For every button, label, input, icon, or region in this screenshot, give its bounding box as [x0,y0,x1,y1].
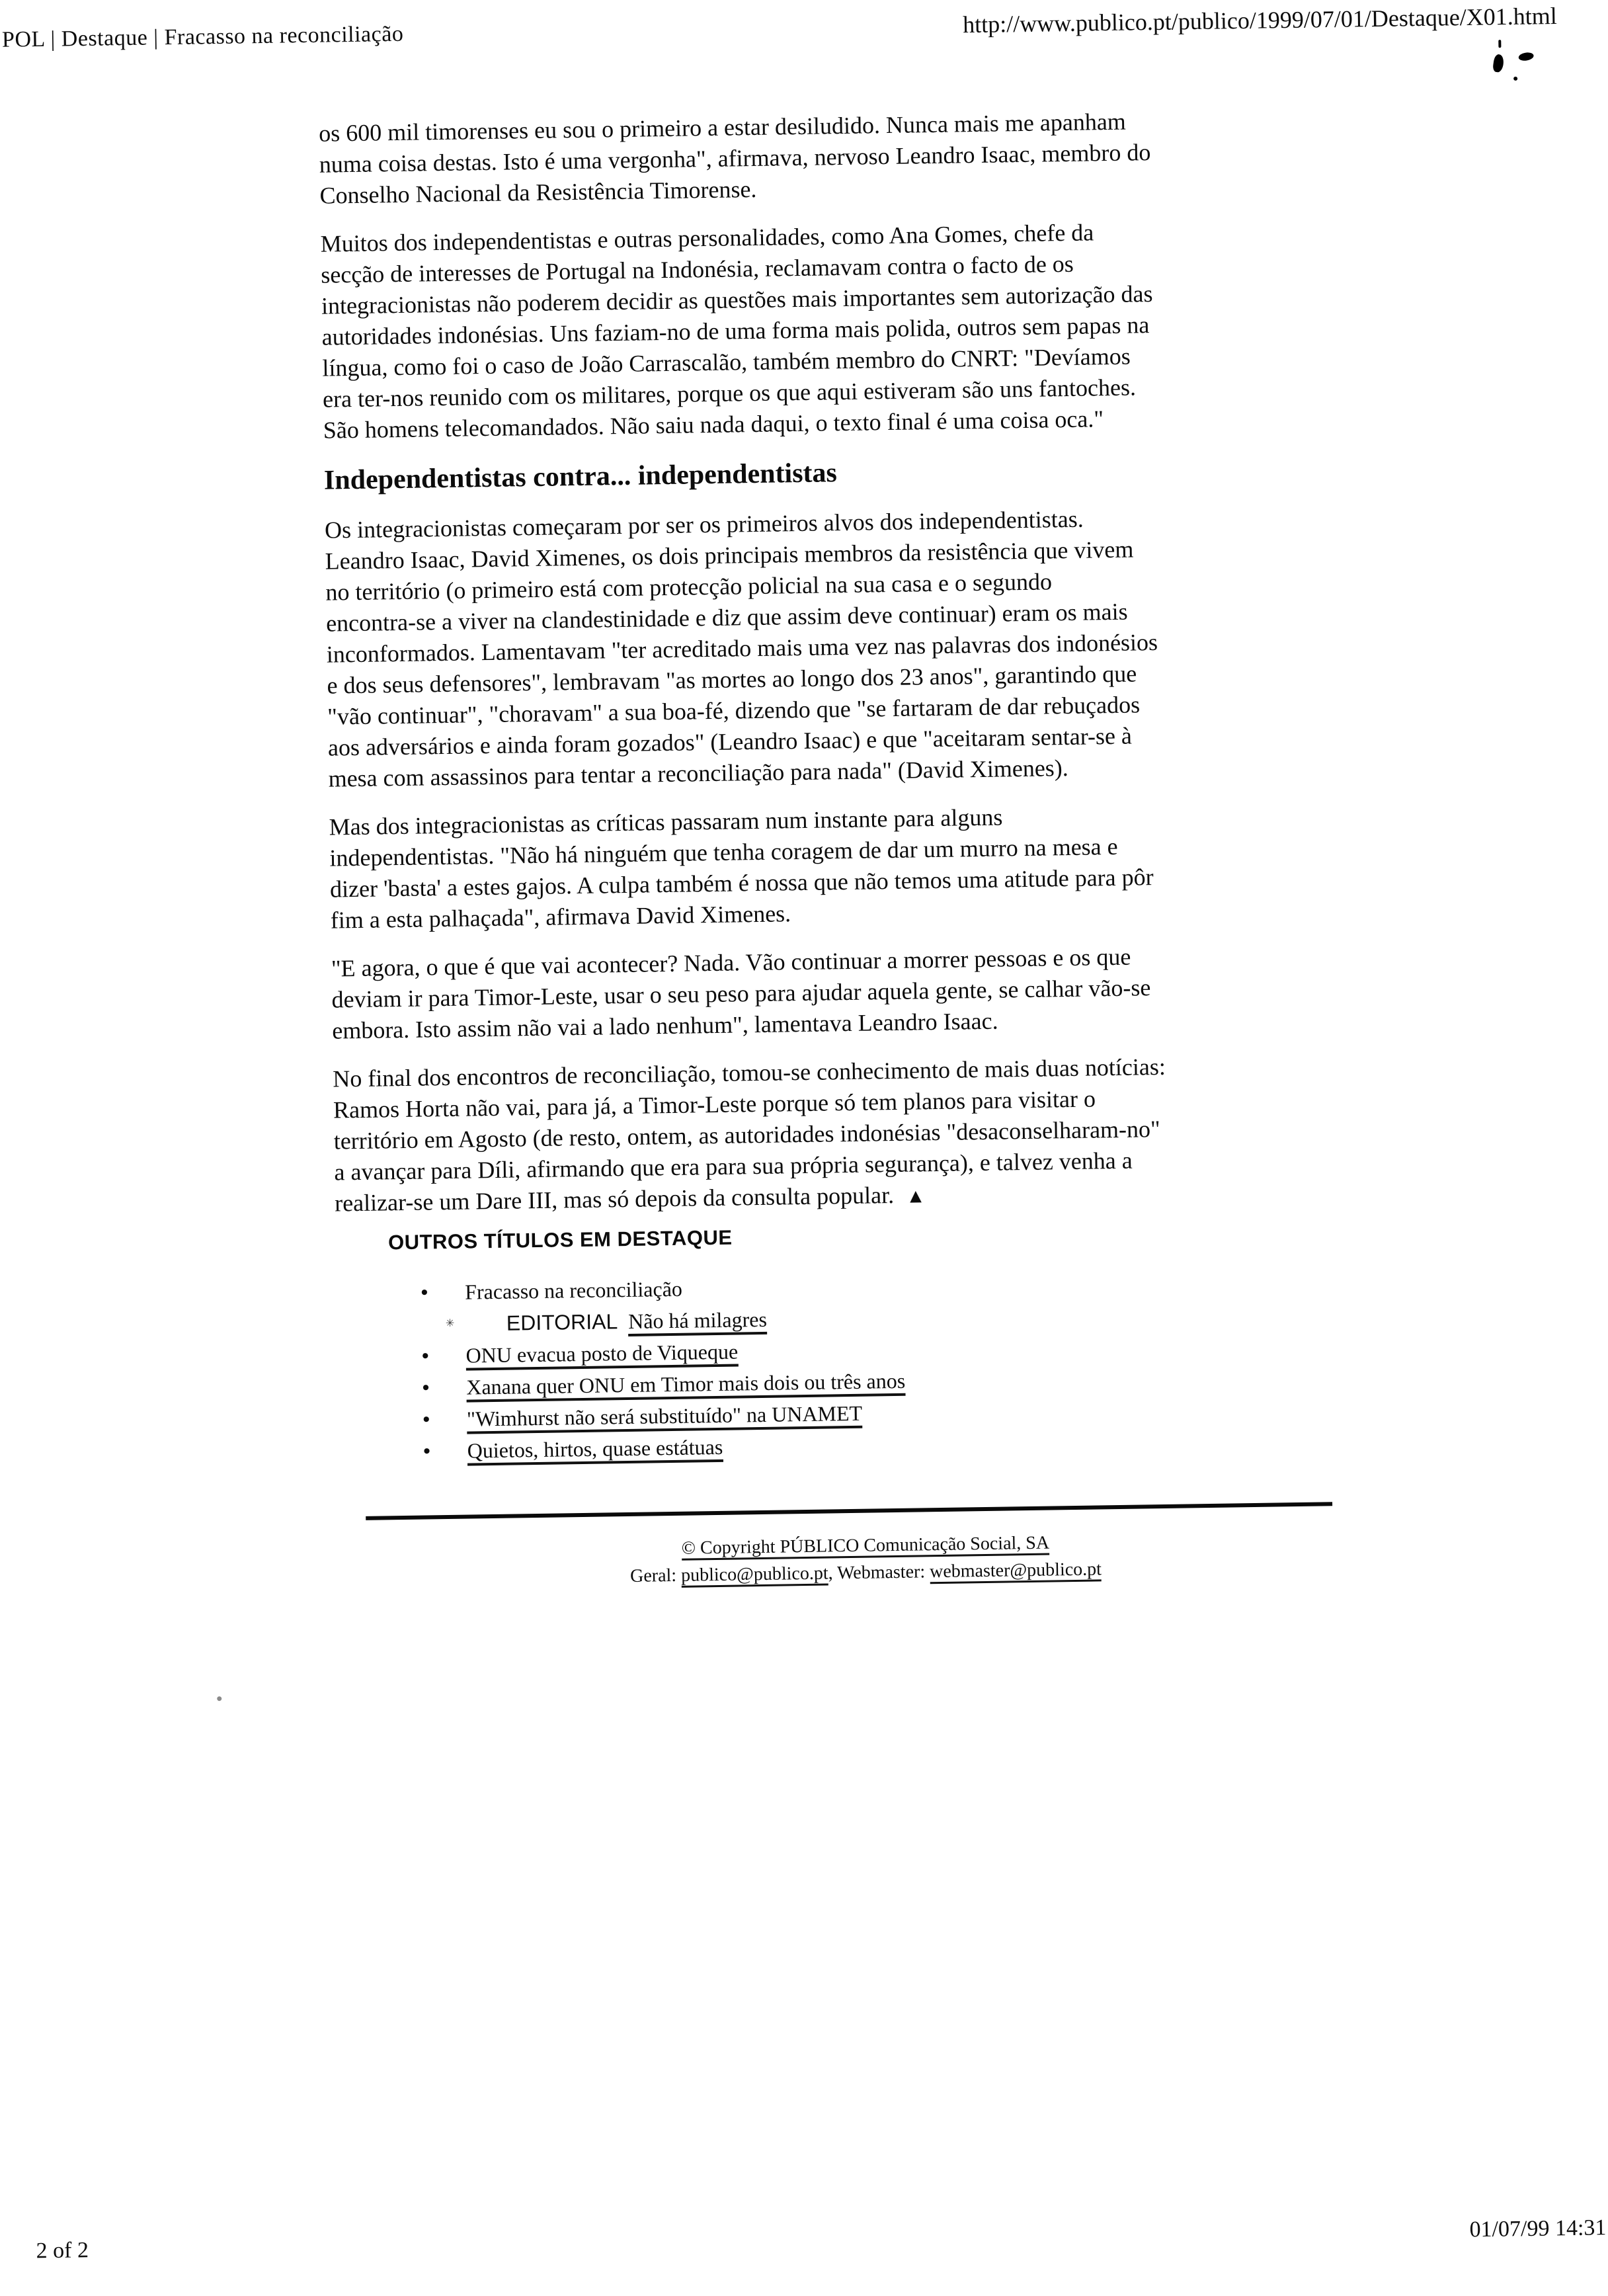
scan-speck [1498,40,1501,48]
sub-bullet-icon: ✳ [445,1317,455,1330]
copyright-link[interactable]: © Copyright PÚBLICO Comunicação Social, SA [682,1533,1050,1561]
page-number: 2 of 2 [36,2238,89,2264]
breadcrumb: POL | Destaque | Fracasso na reconciliação [1,21,404,52]
article-body [319,103,1367,1238]
other-titles-heading: OUTROS TÍTULOS EM DESTAQUE [387,1225,733,1254]
end-of-article-icon: ▲ [905,1185,926,1208]
editorial-label: EDITORIAL [506,1309,618,1335]
section-heading: Independentistas contra... independentistas [323,458,838,496]
scan-speck [1518,52,1535,62]
paragraph-continuation: os 600 mil timorenses eu sou o primeiro a estar desiludido. Nunca mais me apanham numa coisa destas. Isto é uma vergonha", afirmava, nervoso Leandro Isaac, membro do Conselho Nacional da Resistência Timorense. [318,108,1151,209]
paragraph: Mas dos integracionistas as críticas passaram num instante para alguns independentistas. "Não há ninguém que tenha coragem de dar um murro na mesa e dizer 'basta' a estes gajos. A culpa também é nossa que não temos uma atitude para pôr fim a esta palhaçada", afirmava David Ximenes. [329,803,1154,934]
contact-label: , Webmaster: [828,1561,930,1584]
print-header [2,2,1557,53]
link-quietos-hirtos[interactable]: Quietos, hirtos, quase estátuas [467,1435,723,1466]
link-xanana-onu-timor[interactable]: Xanana quer ONU em Timor mais dois ou três anos [466,1369,905,1403]
paragraph: Os integracionistas começaram por ser os primeiros alvos dos independentistas. Leandro Isaac, David Ximenes, os dois principais membros da resistência que vivem no território (o primeiro está com protecção policial na sua casa e o segundo encontra-se a viver na clandestinidade e diz que assim deve continuar) eram os mais inconformados. Lamentavam "ter acreditado mais uma vez nas palavras dos indonésios e dos seus defensores", lembravam "as mortes ao longo dos 23 anos", garantindo que "vão continuar", "choravam" a sua boa-fé, dizendo que "se fartaram de dar rebuçados aos adversários e ainda foram gozados" (Leandro Isaac) e que "aceitaram sentar-se à mesa com assassinos para tentar a reconciliação para nada" (David Ximenes). [324,505,1158,792]
paragraph: "E agora, o que é que vai acontecer? Nada. Vão continuar a morrer pessoas e os que deviam ir para Timor-Leste, usar o seu peso para ajudar aquela gente, se calhar vão-se embora. Isto assim não vai a lado nenhum", lamentava Leandro Isaac. [331,943,1151,1044]
other-titles-section [388,1216,1383,1469]
link-wimhurst-unamet[interactable]: "Wimhurst não será substituído" na UNAMET [467,1401,863,1434]
bullet-icon: ● [422,1444,431,1458]
scan-speck [217,1696,221,1701]
bullet-icon: ● [421,1348,430,1363]
link-editorial-nao-ha-milagres[interactable]: Não há milagres [628,1307,767,1336]
scan-speck [1513,77,1517,81]
link-onu-evacua-viqueque[interactable]: ONU evacua posto de Viqueque [465,1340,738,1371]
bullet-icon: ● [421,1285,428,1299]
site-footer [204,1522,1527,1596]
paragraph-final [333,1048,1366,1220]
bullet-icon: ● [422,1412,430,1426]
current-article-title: Fracasso na reconciliação [464,1276,683,1304]
paragraph: Muitos dos independentistas e outras personalidades, como Ana Gomes, chefe da secção de interesses de Portugal na Indonésia, reclamavam contra o facto de os integracionistas não poderem decidir as questões mais importantes sem autorização das autoridades indonésias. Uns faziam-no de uma forma mais polida, outros sem papas na língua, como foi o caso de João Carrascalão, também membro do CNRT: "Devíamos era ter-nos reunido com os militares, porque os que aqui estiveram são uns fantoches. São homens telecomandados. Não saiu nada daqui, o texto final é uma coisa oca." [320,219,1153,444]
page-url: http://www.publico.pt/publico/1999/07/01/Destaque/X01.html [962,2,1558,38]
footer-divider [366,1502,1332,1520]
scan-speck [1492,54,1505,73]
contact-label: Geral: [629,1565,682,1586]
print-footer [36,2215,1606,2264]
email-general-link[interactable]: publico@publico.pt [681,1563,828,1588]
print-datetime: 01/07/99 14:31 [1469,2215,1607,2242]
bullet-icon: ● [422,1380,430,1395]
email-webmaster-link[interactable]: webmaster@publico.pt [930,1559,1102,1584]
paragraph-text: No final dos encontros de reconciliação, tomou-se conhecimento de mais duas notícias: Ramos Horta não vai, para já, a Timor-Leste porque só tem planos para visitar o território em Agosto (de resto, ontem, as autoridades indonésias "desaconselharam-no" a avançar para Díli, afirmando que era para sua própria segurança), e talvez venha a realizar-se um Dare III, mas só depois da consulta popular. [333,1053,1166,1217]
